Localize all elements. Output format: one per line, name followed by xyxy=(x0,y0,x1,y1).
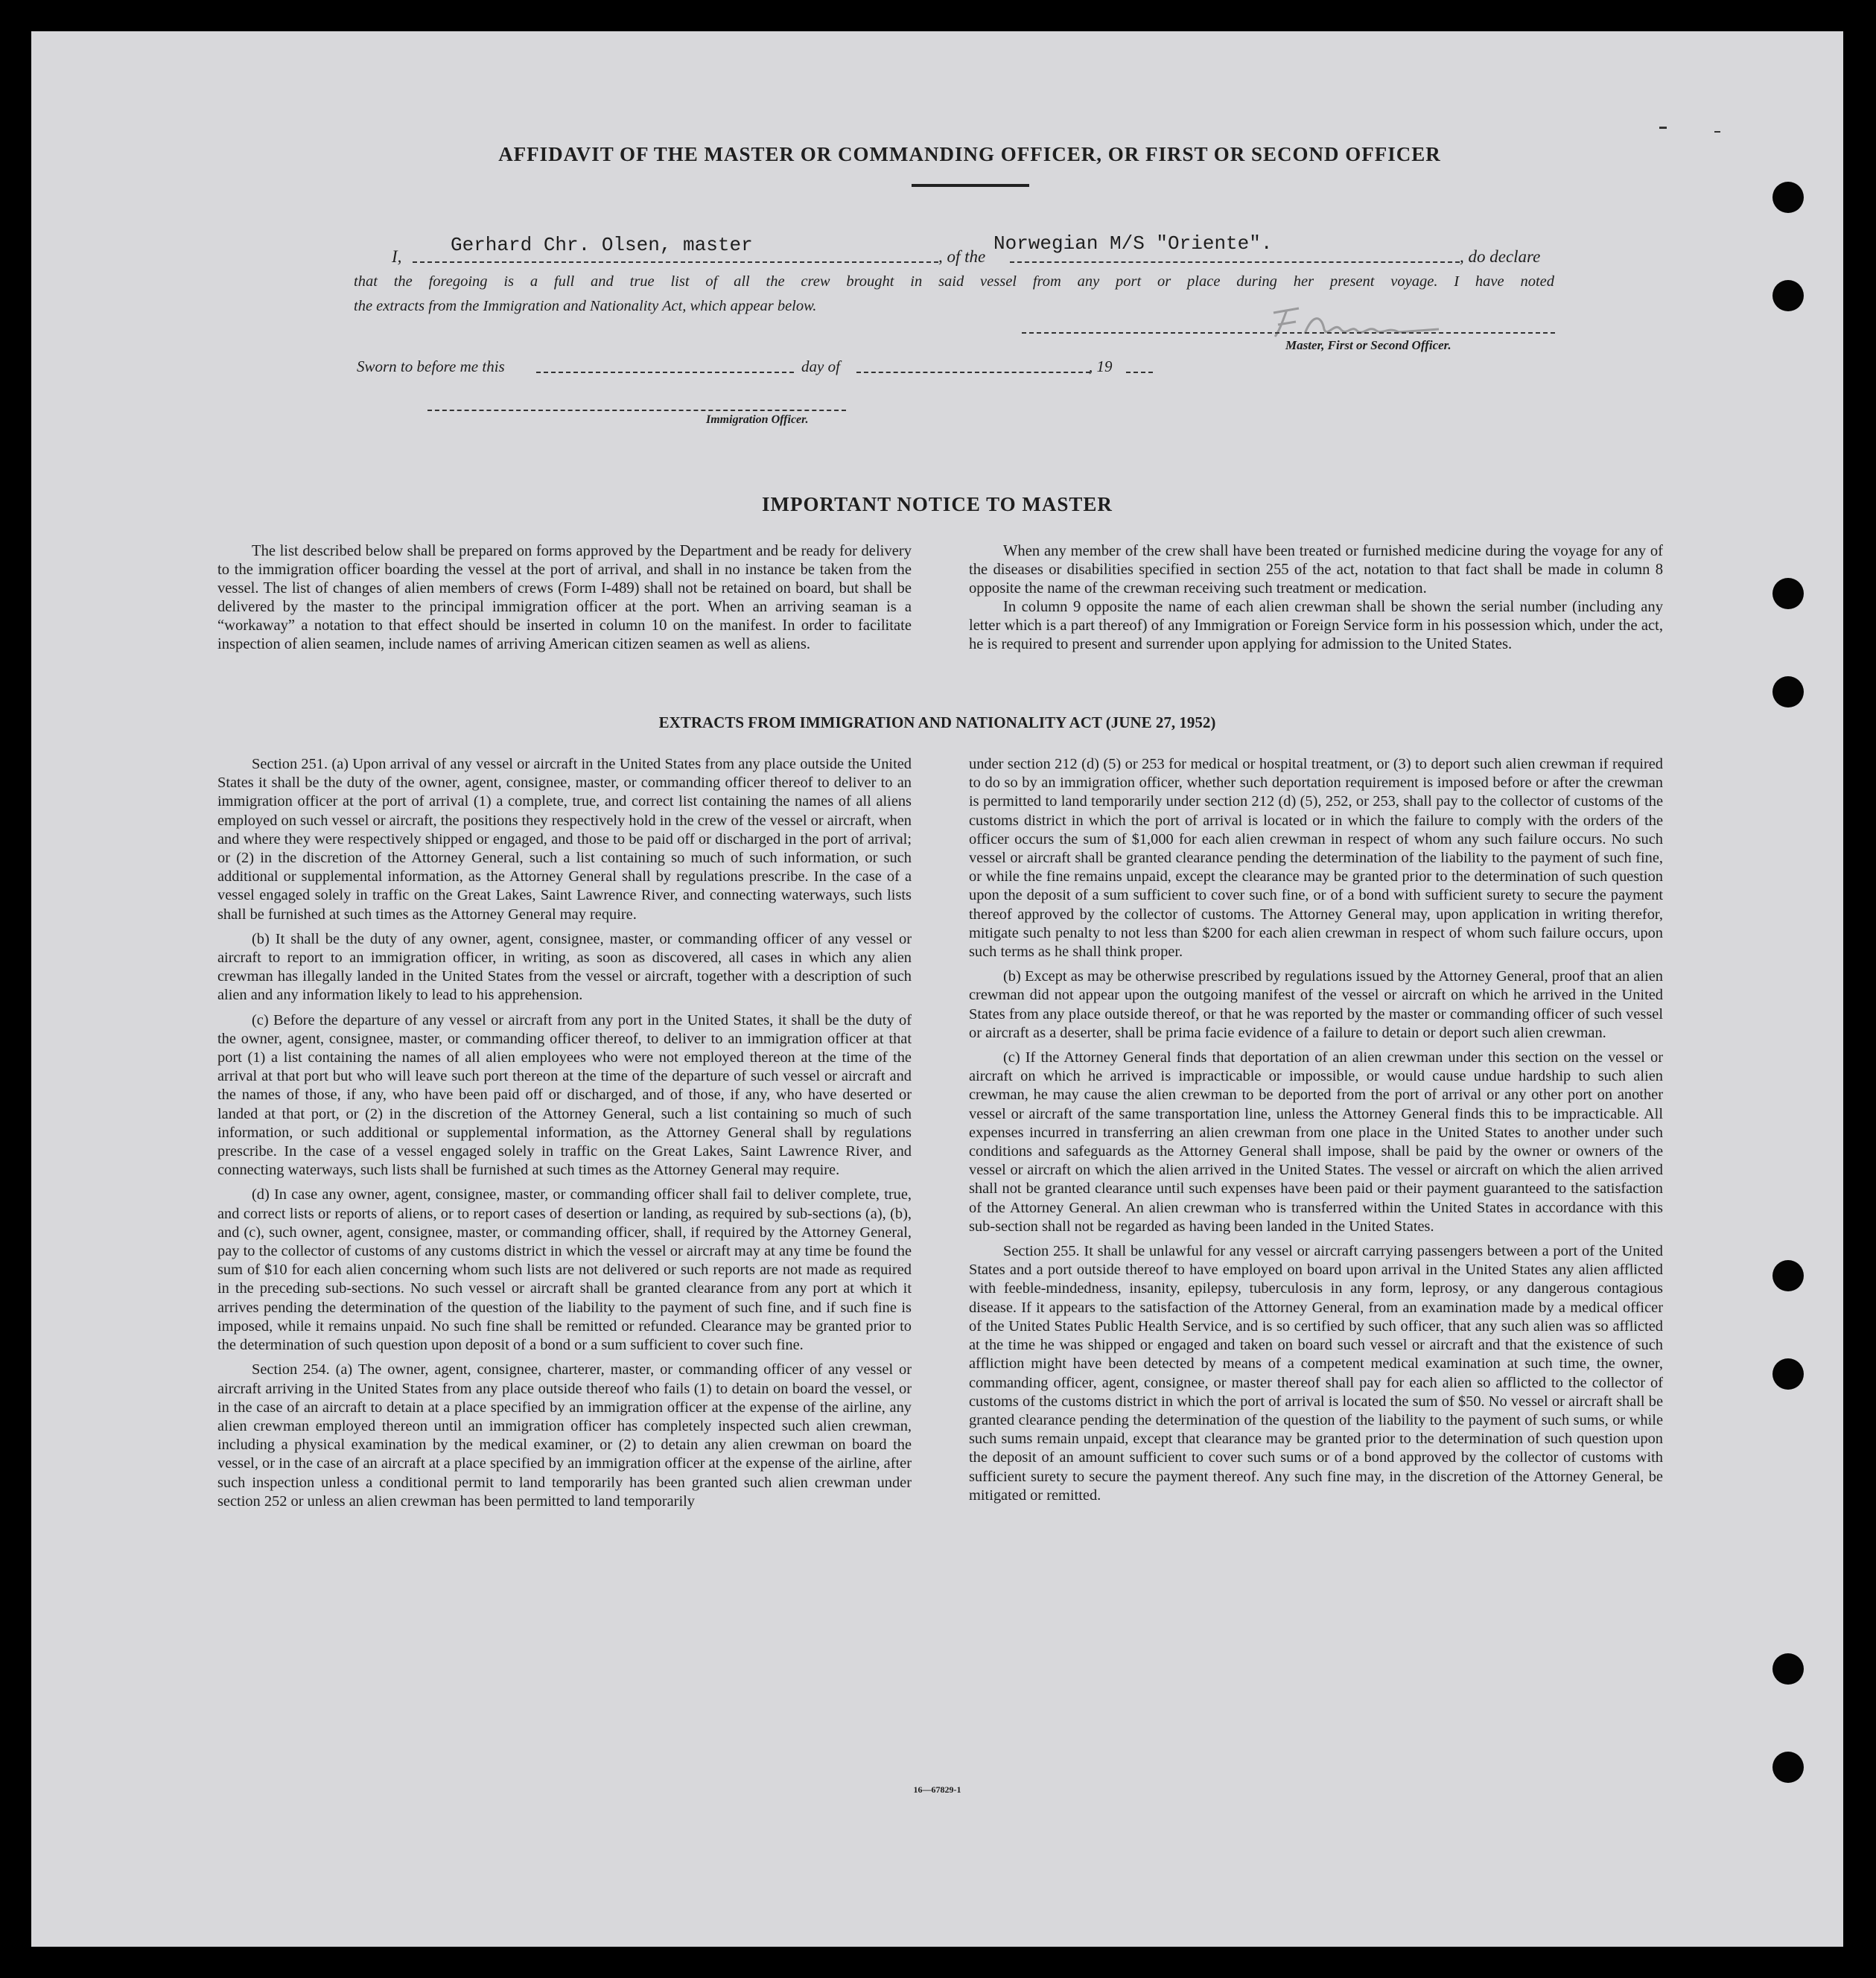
corner-mark xyxy=(1714,131,1720,133)
i-label: I, xyxy=(392,247,402,266)
sworn-label: Sworn to before me this xyxy=(357,357,505,375)
declarant-name: Gerhard Chr. Olsen, master xyxy=(451,234,753,256)
extracts-left-column xyxy=(217,755,912,1517)
section-254-c: (c) If the Attorney General finds that deportation of an alien crewman under this section on the vessel or aircraft on which he arrived is impracticable or impossible, or would cause undue hardship to such alien crewman, he may cause the alien crewman to be deported from the port of arrival or any other port on another vessel or aircraft of the same transportation line, unless the Attorney General finds this to be impracticable. All expenses incurred in transferring an alien crewman from one place in the United States to another under such conditions and safeguards as the Attorney General shall impose, shall be paid by the owner or owners of the vessel or aircraft on which the alien arrived in the United States. The vessel or aircraft on which the alien arrived shall not be granted clearance until such expenses have been paid or their payment guaranteed to the satisfaction of the Attorney General. An alien crewman who is transferred within the United States in accordance with this sub-section shall not be regarded as having been landed in the United States. xyxy=(969,1049,1663,1235)
punch-hole xyxy=(1772,578,1804,609)
declaration-statement-1: that the foregoing is a full and true list of all the crew brought in said vessel from any port or place during her present voyage. I have noted xyxy=(354,273,1554,290)
section-251-b: (b) It shall be the duty of any owner, agent, consignee, master, or commanding officer of any vessel or aircraft to report to an immigration officer, in writing, as soon as discovered, all cases in which any alien crewman has illegally landed in the United States from the vessel or aircraft, together with a description of such alien and any information likely to lead to his apprehension. xyxy=(217,930,912,1004)
form-code: 16—67829-1 xyxy=(913,1784,961,1795)
master-signature xyxy=(1253,299,1454,344)
punch-hole xyxy=(1772,1260,1804,1291)
officer-caption: Immigration Officer. xyxy=(706,413,809,426)
declarant-line xyxy=(413,261,938,263)
notice-right-paragraph-2: In column 9 opposite the name of each alien crewman shall be shown the serial number (including any letter which is a part thereof) of any Immigration or Foreign Service form in his possession which, under the act, he is required to present and surrender upon applying for admission to the United States. xyxy=(969,599,1663,652)
punch-hole xyxy=(1772,676,1804,707)
section-254-b: (b) Except as may be otherwise prescribed by regulations issued by the Attorney General, proof that an alien crewman did not appear upon the outgoing manifest of the vessel or aircraft on which he arrived in the United States from any place outside thereof, or that he was reported by the master or commanding officer of such vessel or aircraft as a deserter, shall be prima facie evidence of a failure to detain or deport such alien crewman. xyxy=(969,968,1663,1041)
notice-title: IMPORTANT NOTICE TO MASTER xyxy=(762,493,1113,515)
section-254-a: Section 254. (a) The owner, agent, consignee, charterer, master, or commanding officer of any vessel or aircraft arriving in the United States from any place outside thereof who fails (1) to detain on board the vessel, or in the case of an aircraft to detain at a place specified by an immigration officer at the expense of the airline, any alien crewman employed thereon until an immigration officer has completely inspected such alien crewman, including a physical examination by the medical examiner, or (2) to detain any alien crewman on board the vessel, or in the case of an aircraft at a place specified by an immigration officer at the expense of the airline, after such inspection unless a conditional permit to land temporarily has been granted such alien crewman under section 252 or unless an alien crewman has been permitted to land temporarily xyxy=(217,1361,912,1510)
section-254-a-continued: under section 212 (d) (5) or 253 for medical or hospital treatment, or (3) to deport such alien crewman if required to do so by an immigration officer, whether such deportation requirement is imposed before or after the crewman is permitted to land temporarily under section 212 (d) (5), 252, or 253, shall pay to the collector of customs of the customs district in which the port of arrival is located or in which the failure to comply with the orders of the officer occurs the sum of $1,000 for each alien crewman in respect of whom any such failure occurs. No such vessel or aircraft shall be granted clearance pending the determination of the liability to the payment of such fine, or while the fine remains unpaid, except the clearance may be granted prior to the determination of such question upon the deposit of a sum sufficient to cover such fine, or of a bond with sufficient surety to secure the payment thereof approved by the collector of customs. The Attorney General may, upon application in writing therefor, mitigate such penalty to not less than $200 for each alien crewman in respect of whom such failure occurs, upon such terms as he shall think proper. xyxy=(969,756,1663,961)
punch-hole xyxy=(1772,1752,1804,1783)
sworn-day-line xyxy=(536,372,794,373)
notice-right-paragraph-1: When any member of the crew shall have been treated or furnished medicine during the voyage for any of the diseases or disabilities specified in section 255 of the act, notation to that fact shall be made in column 8 opposite the name of the crewman receiving such treatment or medication. xyxy=(969,543,1663,597)
affidavit-title: AFFIDAVIT OF THE MASTER OR COMMANDING OFFICER, OR FIRST OR SECOND OFFICER xyxy=(498,143,1441,165)
section-255: Section 255. It shall be unlawful for any vessel or aircraft carrying passengers between a port of the United States and a port outside thereof to have employed on board upon arrival in the United States any alien afflicted with feeble-mindedness, insanity, epilepsy, tuberculosis in any form, leprosy, or any dangerous contagious disease. If it appears to the satisfaction of the Attorney General, from an examination made by a medical officer of the United States Public Health Service, and is so certified by such officer, that any such alien was so afflicted at the time he was shipped or engaged and taken on board such vessel or aircraft and that the existence of such affliction might have been detected by means of a competent medical examination at such time, the owner, commanding officer, agent, consignee, or master thereof shall pay for each alien so afflicted to the collector of customs of the customs district in which the port of arrival is located the sum of $50. No vessel or aircraft shall be granted clearance pending the determination of the question of the liability to the payment of such sums, or while such sums remain unpaid, except that clearance may be granted prior to the determination of such question upon the deposit of an amount sufficient to cover such sums or of a bond approved by the collector of customs with sufficient surety to secure the payment thereof. Any such fine may, in the discretion of the Attorney General, be mitigated or remitted. xyxy=(969,1243,1663,1504)
notice-right-column xyxy=(969,542,1663,660)
vessel-line xyxy=(1010,261,1460,263)
vessel-name: Norwegian M/S "Oriente". xyxy=(993,232,1273,255)
extracts-right-column xyxy=(969,755,1663,1511)
sworn-month-line xyxy=(856,372,1090,373)
punch-hole xyxy=(1772,1653,1804,1685)
title-rule xyxy=(912,184,1029,187)
year-label: , 19 xyxy=(1089,357,1113,375)
section-251-a: Section 251. (a) Upon arrival of any vessel or aircraft in the United States from any place outside the United States it shall be the duty of the owner, agent, consignee, master, or commanding officer thereof to deliver to an immigration officer at the port of arrival (1) a complete, true, and correct list containing the names of all aliens employed on such vessel or aircraft, the positions they respectively hold in the crew of the vessel or aircraft, when and where they were respectively shipped or engaged, and those to be paid off or discharged in the port of arrival; or (2) in the discretion of the Attorney General, such a list containing so much of such information, or such additional or supplemental information, as the Attorney General shall by regulations prescribe. In the case of a vessel engaged solely in traffic on the Great Lakes, Saint Lawrence River, and connecting waterways, such lists shall be furnished at such times as the Attorney General may require. xyxy=(217,756,912,923)
punch-hole xyxy=(1772,1358,1804,1390)
immigration-officer-line xyxy=(427,410,846,411)
section-251-d: (d) In case any owner, agent, consignee, master, or commanding officer shall fail to deliver complete, true, and correct lists or reports of aliens, or to report cases of desertion or landing, as required by sub-sections (a), (b), and (c), such owner, agent, consignee, master, or commanding officer, shall, if required by the Attorney General, pay to the collector of customs of any customs district in which the vessel or aircraft may at any time be found the sum of $10 for each alien concerning whom such lists are not delivered or such reports are not made as required in the preceding sub-sections. No such vessel or aircraft shall be granted clearance from any port at which it arrives pending the determination of the question of the liability to the payment of such fine, and if such fine is imposed, while it remains unpaid. No such fine shall be remitted or refunded. Clearance may be granted prior to the determination of such question upon deposit of a bond or a sum sufficient to cover such fine. xyxy=(217,1186,912,1354)
section-251-c: (c) Before the departure of any vessel or aircraft from any port in the United States, it shall be the duty of the owner, agent, consignee, master, or commanding officer thereof, to deliver to an immigration officer at that port (1) a list containing the names of all alien employees who were not employed thereon at the time of the arrival at that port but who will leave such port thereon at the time of the departure of such vessel or aircraft and the names of those, if any, who have been paid off or discharged, and of those, if any, who have deserted or landed at that port, or (2) in the discretion of the Attorney General, such a list containing so much of such information, or such additional or supplemental information, as the Attorney General shall by regulations prescribe. In the case of a vessel engaged solely in traffic on the Great Lakes, Saint Lawrence River, and connecting waterways, such lists shall be furnished at such times as the Attorney General may require. xyxy=(217,1011,912,1179)
declaration-statement-2: the extracts from the Immigration and Nationality Act, which appear below. xyxy=(354,298,817,314)
signature-line xyxy=(1022,332,1555,334)
punch-hole xyxy=(1772,182,1804,213)
sworn-year-line xyxy=(1126,372,1153,373)
day-of-label: day of xyxy=(801,357,840,375)
document-page xyxy=(31,31,1843,1947)
punch-hole xyxy=(1772,280,1804,311)
of-the-label: , of the xyxy=(938,247,986,266)
extracts-title: EXTRACTS FROM IMMIGRATION AND NATIONALITY ACT (JUNE 27, 1952) xyxy=(658,713,1216,731)
do-declare-label: , do declare xyxy=(1460,247,1541,266)
corner-mark xyxy=(1659,127,1667,129)
notice-left-paragraph: The list described below shall be prepared on forms approved by the Department and be ready for delivery to the immigration officer boarding the vessel at the port of arrival, and shall in no instance be taken from the vessel. The list of changes of alien members of crews (Form I-489) shall not be retained on board, but shall be delivered by the master to the principal immigration officer at the port. When an arriving seaman is a “workaway” a notation to that effect should be inserted in column 10 on the manifest. In order to facilitate inspection of alien seamen, include names of arriving American citizen seamen as well as aliens. xyxy=(217,543,912,652)
notice-left-column xyxy=(217,542,912,660)
signature-caption: Master, First or Second Officer. xyxy=(1285,338,1451,352)
